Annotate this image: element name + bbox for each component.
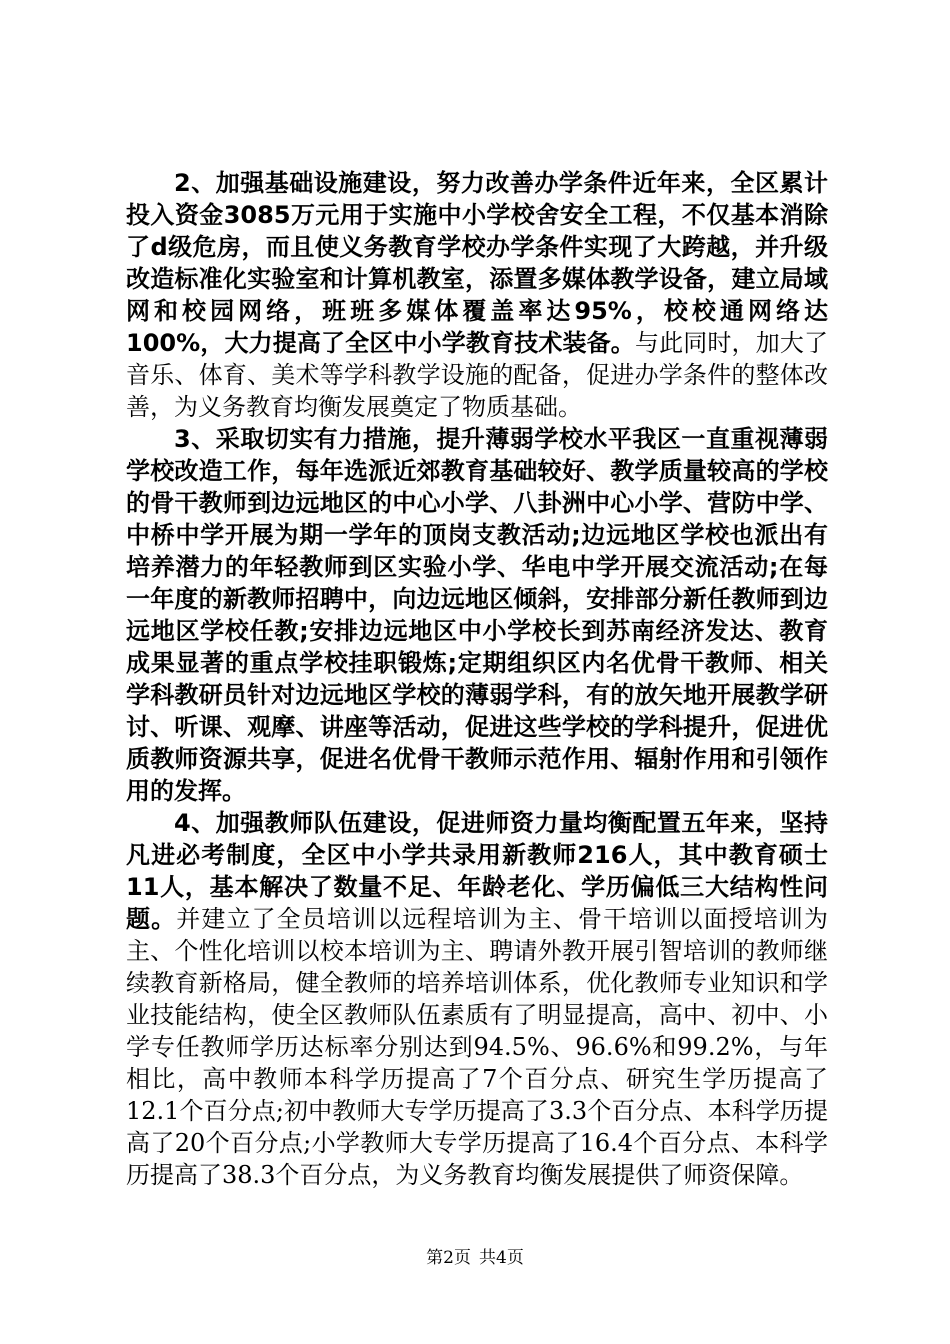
page-number-total: 共4页: [479, 1248, 524, 1268]
paragraph-weak-schools: [126, 424, 828, 808]
page-number-current: 第2页: [426, 1248, 471, 1268]
page-footer: [0, 1243, 950, 1268]
paragraph-teacher-team: [126, 808, 828, 1192]
paragraph-lead-text: 3、采取切实有力措施，提升薄弱学校水平我区一直重视薄弱学校改造工作，每年选派近郊教育基础较好、教学质量较高的学校的骨干教师到边远地区的中心小学、八卦洲中心小学、营防中学、中桥中学开展为期一学年的顶岗支教活动;边远地区学校也派出有培养潜力的年轻教师到区实验小学、华电中学开展交流活动;在每一年度的新教师招聘中，向边远地区倾斜，安排部分新任教师到边远地区学校任教;安排边远地区中小学校长到苏南经济发达、教育成果显著的重点学校挂职锻炼;定期组织区内名优骨干教师、相关学科教研员针对边远地区学校的薄弱学科，有的放矢地开展教学研讨、听课、观摩、讲座等活动，促进这些学校的学科提升，促进优质教师资源共享，促进名优骨干教师示范作用、辐射作用和引领作用的发挥。: [126, 425, 828, 805]
paragraph-continuation-text: 并建立了全员培训以远程培训为主、骨干培训以面授培训为主、个性化培训以校本培训为主、聘请外教开展引智培训的教师继续教育新格局，健全教师的培养培训体系，优化教师专业知识和学业技能结构，使全区教师队伍素质有了明显提高，高中、初中、小学专任教师学历达标率分别达到94.5%、96.6%和99.2%，与年相比，高中教师本科学历提高了7个百分点、研究生学历提高了12.1个百分点;初中教师大专学历提高了3.3个百分点、本科学历提高了20个百分点;小学教师大专学历提高了16.4个百分点、本科学历提高了38.3个百分点，为义务教育均衡发展提供了师资保障。: [126, 905, 829, 1189]
paragraph-continuation-text: 与此同时，加大了音乐、体育、美术等学科教学设施的配备，促进办学条件的整体改善，为义务教育均衡发展奠定了物质基础。: [126, 329, 828, 421]
paragraph-infrastructure: [126, 168, 828, 424]
body-text: [126, 168, 828, 1192]
paragraph-lead-text: 4、加强教师队伍建设，促进师资力量均衡配置五年来，坚持凡进必考制度，全区中小学共录用新教师216人，其中教育硕士11人，基本解决了数量不足、年龄老化、学历偏低三大结构性问题。: [126, 809, 828, 933]
paragraph-lead-text: 2、加强基础设施建设，努力改善办学条件近年来，全区累计投入资金3085万元用于实施中小学校舍安全工程，不仅基本消除了d级危房，而且使义务教育学校办学条件实现了大跨越，并升级改造标准化实验室和计算机教室，添置多媒体教学设备，建立局域网和校园网络，班班多媒体覆盖率达95%，校校通网络达100%，大力提高了全区中小学教育技术装备。: [126, 169, 828, 357]
